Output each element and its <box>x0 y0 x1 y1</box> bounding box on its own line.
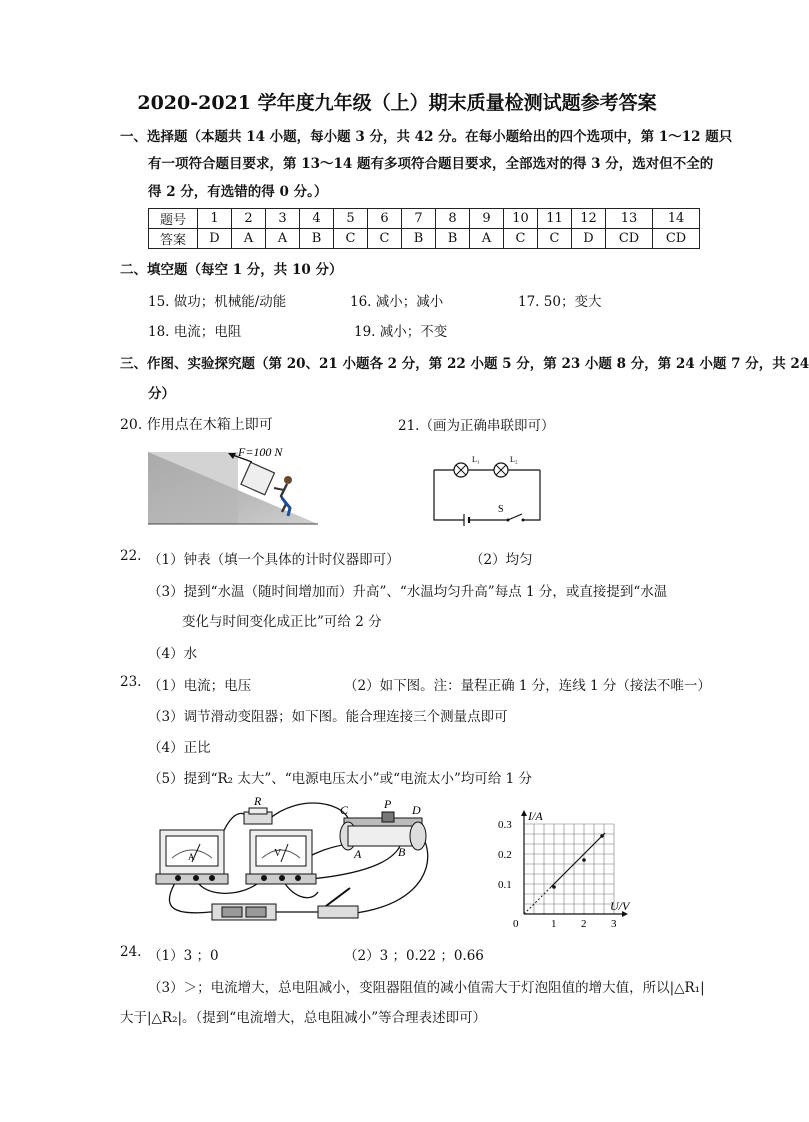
table-cell: 2 <box>232 209 266 229</box>
sliding-rheostat <box>340 812 426 850</box>
resistor-label: R <box>254 794 262 808</box>
fit-line-dashed <box>524 887 551 914</box>
switch-s <box>508 514 522 520</box>
x-tick-label: 2 <box>581 918 587 930</box>
chart-plot-area <box>498 809 631 930</box>
section1-line3: 得 2 分，有选错的得 0 分。） <box>148 184 328 200</box>
q23-part2: （2）如下图。注：量程正确 1 分，连线 1 分（接法不唯一） <box>344 678 711 694</box>
table-cell: 3 <box>266 209 300 229</box>
table-cell: 14 <box>653 209 700 229</box>
data-point <box>552 885 556 889</box>
answer-q19: 19. 减小；不变 <box>354 324 448 340</box>
q24-number: 24. <box>120 944 142 960</box>
answer-table-number-row <box>149 209 700 229</box>
q22-part4: （4）水 <box>148 646 198 662</box>
q24-part3-line1: （3）＞；电流增大，总电阻减小，变阻器阻值的减小值需大于灯泡阻值的增大值，所以|△R₁| <box>148 980 705 996</box>
q24-part3-line2: 大于|△R₂|。（提到“电流增大，总电阻减小”等合理表述即可） <box>120 1010 487 1026</box>
q23-part5: （5）提到“R₂ 太大”、“电源电压太小”或“电流太小”均可给 1 分 <box>148 771 533 787</box>
q24-part2: （2）3 ；0.22 ；0.66 <box>344 948 484 964</box>
table-header-cell: 题号 <box>149 209 198 229</box>
lamp-l2-label: L₂ <box>510 455 518 464</box>
rheostat-terminal-a: A <box>354 847 362 861</box>
y-tick-label: 0.3 <box>498 819 512 831</box>
q23-number: 23. <box>120 674 142 690</box>
q21-text: 21.（画为正确串联即可） <box>398 418 555 434</box>
page-title: 2020-2021 学年度九年级（上）期末质量检测试题参考答案 <box>137 92 657 114</box>
table-cell: CD <box>606 229 653 249</box>
switch-label: S <box>498 504 504 515</box>
table-cell: D <box>572 229 606 249</box>
lamp-l1 <box>454 463 468 477</box>
section3-line2: 分） <box>148 386 175 402</box>
data-point <box>582 858 586 862</box>
table-cell: 5 <box>334 209 368 229</box>
q23-circuit-illustration <box>150 796 440 930</box>
table-cell: B <box>436 229 470 249</box>
rheostat-terminal-d: D <box>412 803 421 817</box>
table-cell: 4 <box>300 209 334 229</box>
table-cell: C <box>504 229 538 249</box>
table-cell: A <box>232 229 266 249</box>
answer-q17: 17. 50；变大 <box>518 294 602 310</box>
table-cell: 1 <box>198 209 232 229</box>
answer-table-answer-row <box>149 229 700 249</box>
q20-text: 20. 作用点在木箱上即可 <box>120 417 273 433</box>
y-tick-label: 0.1 <box>498 879 512 891</box>
table-cell: 11 <box>538 209 572 229</box>
q22-part2: （2）均匀 <box>470 552 533 568</box>
table-cell: 10 <box>504 209 538 229</box>
table-cell: 7 <box>402 209 436 229</box>
table-cell: CD <box>653 229 700 249</box>
y-tick-label: 0.2 <box>498 849 512 861</box>
answer-table <box>148 208 700 249</box>
lamp-l1-label: L₁ <box>472 455 480 464</box>
section2-heading: 二、填空题（每空 1 分，共 10 分） <box>120 262 343 278</box>
table-cell: B <box>402 229 436 249</box>
table-cell: B <box>300 229 334 249</box>
y-axis-arrow <box>521 810 527 816</box>
q23-part4: （4）正比 <box>148 740 211 756</box>
iu-graph <box>496 800 630 930</box>
table-cell: D <box>198 229 232 249</box>
section1-line1: 一、选择题（本题共 14 小题，每小题 3 分，共 42 分。在每小题给出的四个选项中，第 1～12 题只 <box>120 129 733 145</box>
q22-number: 22. <box>120 548 142 564</box>
table-cell: 8 <box>436 209 470 229</box>
x-tick-label: 1 <box>551 918 557 930</box>
answer-q18: 18. 电流；电阻 <box>148 324 242 340</box>
section1-line2: 有一项符合题目要求，第 13～14 题有多项符合题目要求，全部选对的得 3 分，选对但不全的 <box>148 156 714 172</box>
q22-part1: （1）钟表（填一个具体的计时仪器即可） <box>148 552 400 568</box>
table-header-cell: 答案 <box>149 229 198 249</box>
x-axis-label: U/V <box>610 899 630 913</box>
table-cell: 9 <box>470 209 504 229</box>
table-cell: A <box>470 229 504 249</box>
answer-q15: 15. 做功；机械能/动能 <box>148 294 287 310</box>
lamp-l2 <box>494 463 508 477</box>
rheostat-slider-p: P <box>384 797 392 811</box>
q21-circuit-diagram <box>428 450 546 526</box>
table-cell: A <box>266 229 300 249</box>
table-cell: C <box>334 229 368 249</box>
voltmeter-label: V <box>274 848 282 859</box>
table-cell: C <box>538 229 572 249</box>
table-cell: 13 <box>606 209 653 229</box>
table-cell: C <box>368 229 402 249</box>
table-cell: 12 <box>572 209 606 229</box>
wooden-box <box>241 462 275 495</box>
data-point <box>600 834 604 838</box>
table-cell: 6 <box>368 209 402 229</box>
section3-line1: 三、作图、实验探究题（第 20、21 小题各 2 分，第 22 小题 5 分，第 23 小题 8 分，第 24 小题 7 分，共 24 <box>120 356 809 372</box>
force-label: F=100 N <box>238 445 283 459</box>
q23-part1: （1）电流；电压 <box>148 678 252 694</box>
answer-q16: 16. 减小；减小 <box>350 294 444 310</box>
q22-part3-line2: 变化与时间变化成正比”可给 2 分 <box>182 614 382 630</box>
fit-line <box>551 833 605 887</box>
rheostat-terminal-b: B <box>398 845 406 859</box>
resistor-r <box>244 808 272 824</box>
x-tick-label: 3 <box>611 918 617 930</box>
knife-switch <box>318 888 358 918</box>
q24-part1: （1）3 ；0 <box>148 948 219 964</box>
q22-part3-line1: （3）提到“水温（随时间增加而）升高”、“水温均匀升高”每点 1 分，或直接提到“水温 <box>148 584 668 600</box>
y-axis-label: I/A <box>528 809 543 823</box>
q23-part3: （3）调节滑动变阻器；如下图。能合理连接三个测量点即可 <box>148 709 508 725</box>
ammeter-label: A <box>188 852 195 862</box>
battery-pack <box>212 904 276 920</box>
ramp-shade <box>148 452 238 524</box>
q20-ramp-figure <box>148 440 320 526</box>
x-tick-label: 0 <box>513 918 519 930</box>
rheostat-terminal-c: C <box>340 803 349 817</box>
